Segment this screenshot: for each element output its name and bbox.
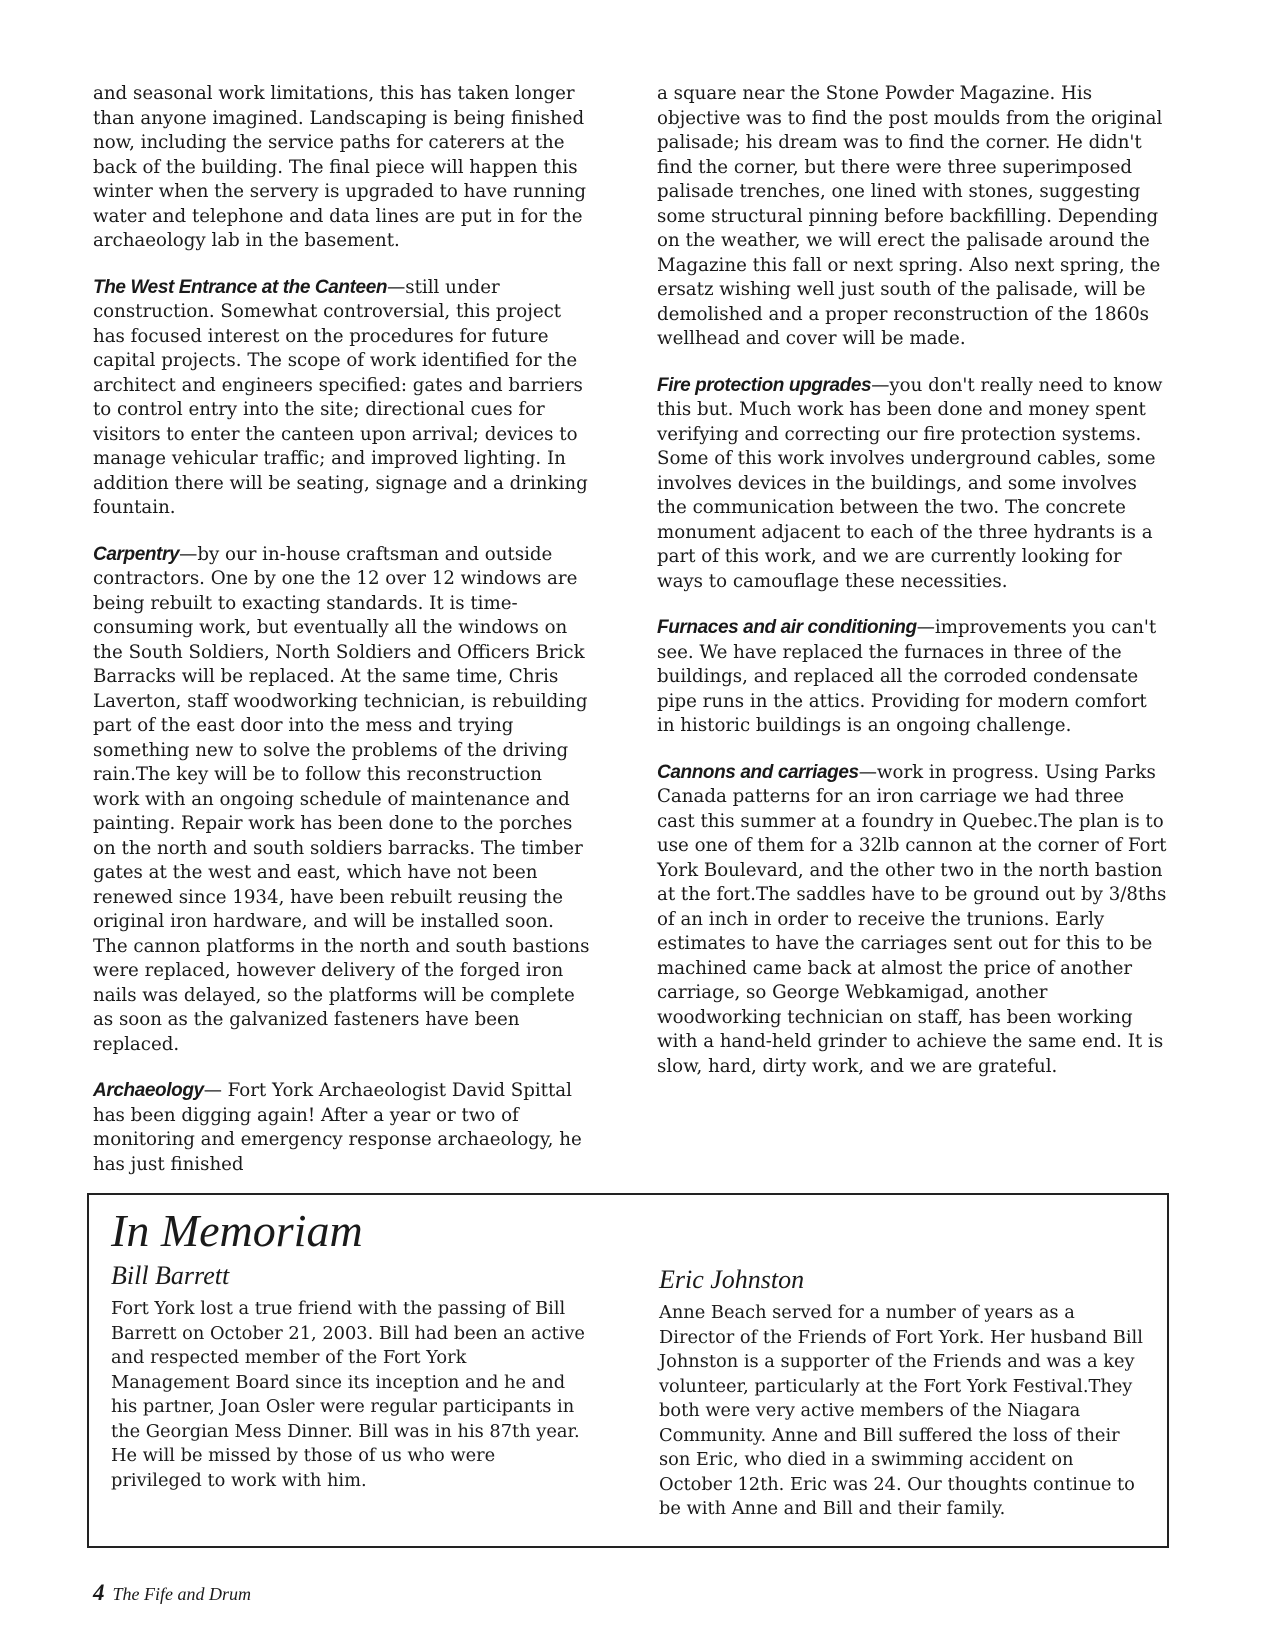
furnaces-body: —improvements you can't see. We have replaced the furnaces in three of the buildings, and replaced all the corroded condensate pipe runs in the attics. Providing for modern comfort in historic buildings is an ongoing challenge. — [657, 617, 1157, 736]
archaeology-body: — Fort York Archaeologist David Spittal has been digging again! After a year or two of monitoring and emergency response archaeology, he has just finished — [93, 1080, 582, 1175]
intro-paragraph — [93, 82, 593, 254]
publication-name: The Fife and Drum — [112, 1584, 251, 1604]
eric-johnston-text: Anne Beach served for a number of years as a Director of the Friends of Fort York. Her husband Bill Johnston is a supporter of the Friends and was a key volunteer, particularly at the Fort York Festival.They both were very active members of the Niagara Community. Anne and Bill suffered the loss of their son Eric, who died in a swimming accident on October 12th. Eric was 24. Our thoughts continue to be with Anne and Bill and their family. — [659, 1302, 1143, 1519]
right-column — [657, 82, 1167, 1101]
carpentry-section — [93, 543, 593, 1058]
fire-body: —you don't really need to know this but. Much work has been done and money spent verifying and correcting our fire protection systems. Some of this work involves underground cables, some involves devices in the buildings, and some involves the communication between the two. The concrete monument adjacent to each of the three hydrants is a part of this work, and we are currently looking for ways to camouflage these necessities. — [657, 374, 1163, 592]
bill-barrett-column — [111, 1261, 586, 1493]
west-entrance-body: —still under construction. Somewhat controversial, this project has focused interest on the procedures for future capital projects. The scope of work identified for the architect and engineers specified: gates and barriers to control entry into the site; directional cues for visitors to enter the canteen upon arrival; devices to manage vehicular traffic; and improved lighting. In addition there will be seating, signage and a drinking fountain. — [93, 276, 588, 518]
furnaces-section — [657, 616, 1167, 739]
west-entrance-section — [93, 276, 593, 521]
fire-section — [657, 374, 1167, 595]
left-column — [93, 82, 593, 1199]
carpentry-body: —by our in-house craftsman and outside contractors. One by one the 12 over 12 windows are being rebuilt to exacting standards. It is time-consuming work, but eventually all the windows on the South Soldiers, North Soldiers and Officers Brick Barracks will be replaced. At the same time, Chris Laverton, staff woodworking technician, is rebuilding part of the east door into the mess and trying something new to solve the problems of the driving rain.The key will be to follow this reconstruction work with an ongoing schedule of maintenance and painting. Repair work has been done to the porches on the north and south soldiers barracks. The timber gates at the west and east, which have not been renewed since 1934, have been rebuilt reusing the original iron hardware, and will be installed soon. The cannon platforms in the north and south bastions were replaced, however delivery of the forged iron nails was delayed, so the platforms will be complete as soon as the galvanized fasteners have been replaced. — [93, 543, 590, 1055]
intro-text: and seasonal work limitations, this has taken longer than anyone imagined. Landscaping is being finished now, including the service paths for caterers at the back of the building. The final piece will happen this winter when the servery is upgraded to have running water and telephone and data lines are put in for the archaeology lab in the basement. — [93, 83, 587, 251]
bill-barrett-name: Bill Barrett — [111, 1261, 230, 1290]
archaeology-heading: Archaeology — [93, 1080, 204, 1101]
memoriam-title: In Memoriam — [111, 1205, 363, 1256]
cannons-heading: Cannons and carriages — [657, 761, 859, 783]
carpentry-heading: Carpentry — [93, 543, 180, 565]
magazine-paragraph — [657, 82, 1167, 352]
in-memoriam-box — [87, 1193, 1169, 1548]
furnaces-heading: Furnaces and air conditioning — [657, 617, 917, 638]
magazine-text: a square near the Stone Powder Magazine. His objective was to find the post moulds from the original palisade; his dream was to find the corner. He didn't find the corner, but there were three superimposed palisade trenches, one lined with stones, suggesting some structural pinning before backfilling. Depending on the weather, we will erect the palisade around the Magazine this fall or next spring. Also next spring, the ersatz wishing well just south of the palisade, will be demolished and a proper reconstruction of the 1860s wellhead and cover will be made. — [657, 83, 1163, 349]
west-entrance-heading: The West Entrance at the Canteen — [93, 276, 388, 298]
eric-johnston-name: Eric Johnston — [659, 1265, 805, 1294]
page-number: 4 — [93, 1580, 105, 1605]
cannons-section — [657, 761, 1167, 1080]
cannons-body: —work in progress. Using Parks Canada patterns for an iron carriage we had three cast this summer at a foundry in Quebec.The plan is to use one of them for a 32lb cannon at the corner of Fort York Boulevard, and the other two in the north bastion at the fort.The saddles have to be ground out by 3/8ths of an inch in order to receive the trunions. Early estimates to have the carriages sent out for this to be machined came back at almost the price of another carriage, so George Webkamigad, another woodworking technician on staff, has been working with a hand-held grinder to achieve the same end. It is slow, hard, dirty work, and we are grateful. — [657, 761, 1167, 1077]
eric-johnston-column — [659, 1265, 1149, 1522]
page-footer — [93, 1580, 251, 1606]
fire-heading: Fire protection upgrades — [657, 374, 872, 396]
bill-barrett-text: Fort York lost a true friend with the passing of Bill Barrett on October 21, 2003. Bill had been an active and respected member of the Fort York Management Board since its inception and he and his partner, Joan Osler were regular participants in the Georgian Mess Dinner. Bill was in his 87th year. He will be missed by those of us who were privileged to work with him. — [111, 1298, 585, 1491]
archaeology-section — [93, 1079, 593, 1177]
